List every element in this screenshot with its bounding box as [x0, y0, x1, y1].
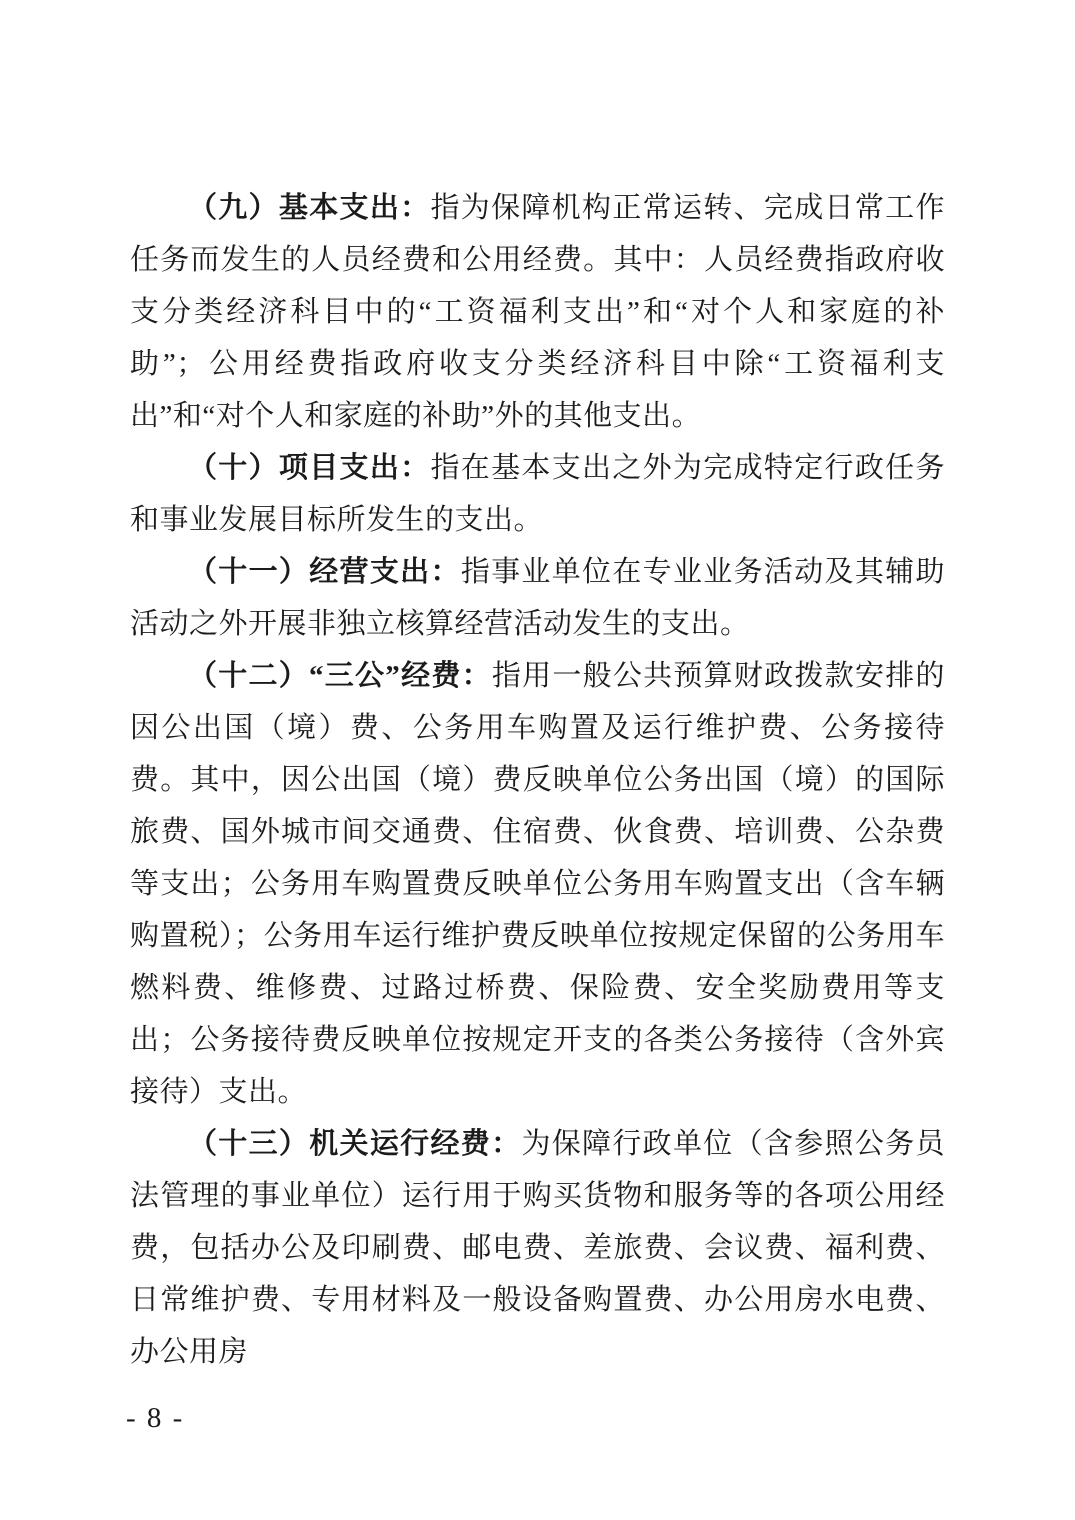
paragraph-operating-expenditure — [130, 546, 945, 650]
paragraph-agency-operating-funds — [130, 1118, 945, 1378]
paragraph-body: 指在基本支出之外为完成特定行政任务和事业发展目标所发生的支出。 — [130, 452, 945, 536]
paragraph-heading: （十一）经营支出： — [188, 556, 461, 588]
paragraph-project-expenditure — [130, 442, 945, 546]
paragraph-heading: （九）基本支出： — [188, 192, 431, 224]
paragraph-heading: （十）项目支出： — [188, 452, 431, 484]
paragraph-body: 指事业单位在专业业务活动及其辅助活动之外开展非独立核算经营活动发生的支出。 — [130, 556, 945, 640]
paragraph-three-public-funds — [130, 650, 945, 1118]
paragraph-heading: （十三）机关运行经费： — [188, 1128, 522, 1160]
body-text — [130, 182, 945, 1378]
paragraph-body: 指为保障机构正常运转、完成日常工作任务而发生的人员经费和公用经费。其中：人员经费指政府收支分类经济科目中的“工资福利支出”和“对个人和家庭的补助”；公用经费指政府收支分类经济科目中除“工资福利支出”和“对个人和家庭的补助”外的其他支出。 — [130, 192, 945, 432]
paragraph-basic-expenditure — [130, 182, 945, 442]
page-number: - 8 - — [126, 1402, 185, 1434]
paragraph-body: 指用一般公共预算财政拨款安排的因公出国（境）费、公务用车购置及运行维护费、公务接待费。其中，因公出国（境）费反映单位公务出国（境）的国际旅费、国外城市间交通费、住宿费、伙食费、培训费、公杂费等支出；公务用车购置费反映单位公务用车购置支出（含车辆购置税）；公务用车运行维护费反映单位按规定保留的公务用车燃料费、维修费、过路过桥费、保险费、安全奖励费用等支出；公务接待费反映单位按规定开支的各类公务接待（含外宾接待）支出。 — [130, 660, 945, 1108]
paragraph-body: 为保障行政单位（含参照公务员法管理的事业单位）运行用于购买货物和服务等的各项公用经费，包括办公及印刷费、邮电费、差旅费、会议费、福利费、日常维护费、专用材料及一般设备购置费、办公用房水电费、办公用房 — [130, 1128, 945, 1368]
paragraph-heading: （十二）“三公”经费： — [188, 660, 492, 692]
